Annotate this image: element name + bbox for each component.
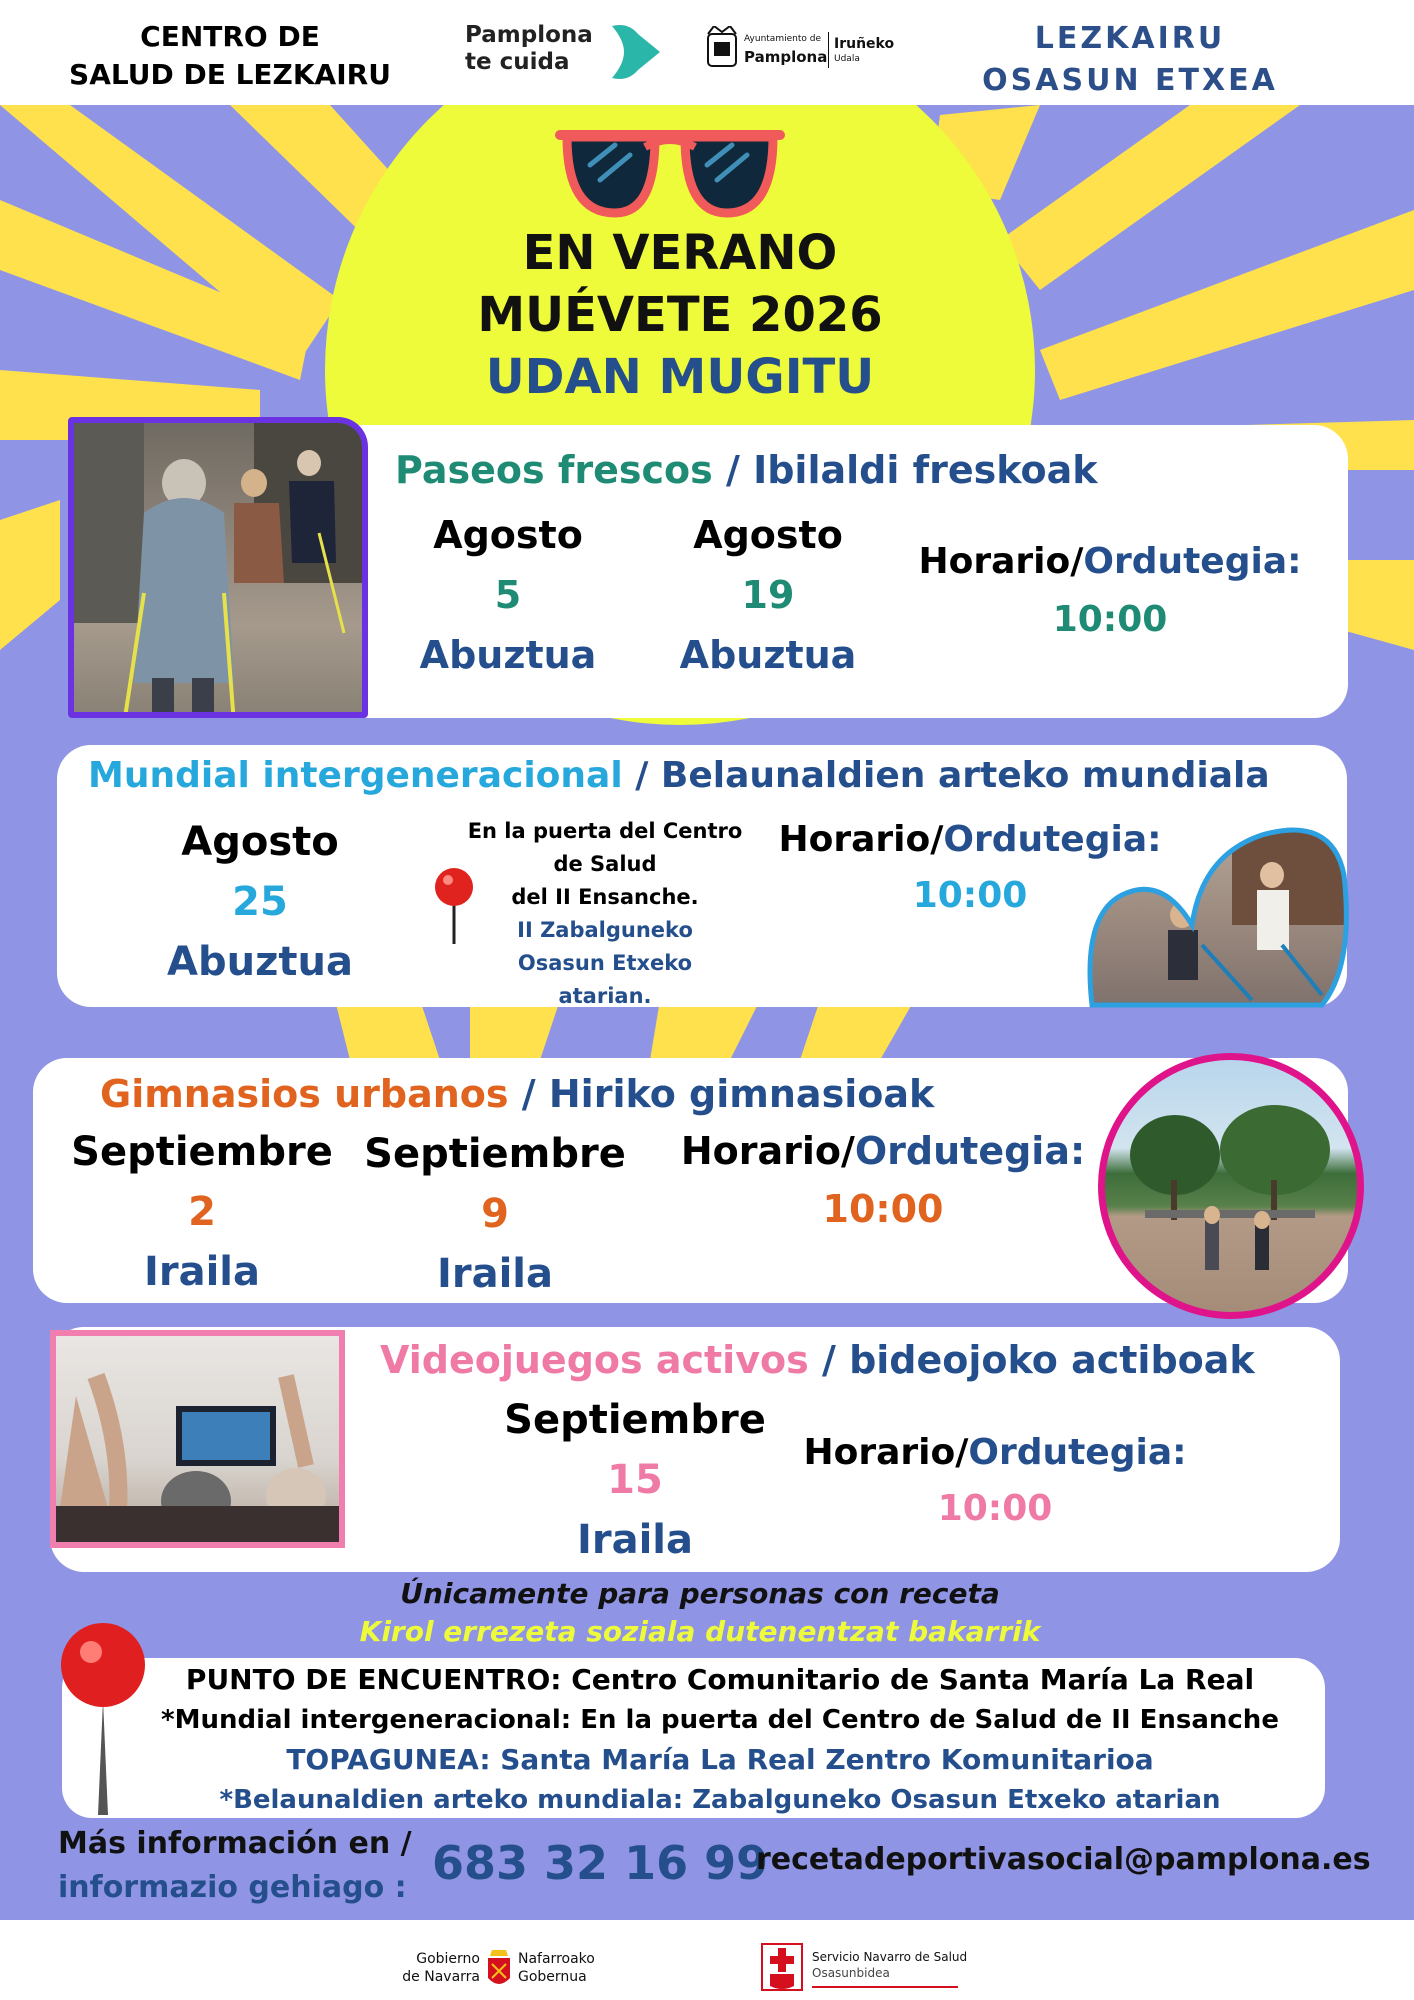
day-number: 25 xyxy=(232,879,288,925)
gobierno-navarra-logo xyxy=(388,1950,628,1995)
meeting-line1: PUNTO DE ENCUENTRO: Centro Comunitario de Santa María La Real xyxy=(185,1663,1255,1696)
time-value: 10:00 xyxy=(1052,599,1168,640)
mundial-place xyxy=(460,815,750,1013)
month-es: Septiembre xyxy=(71,1129,333,1175)
day-number: 2 xyxy=(188,1189,216,1235)
horario-es: Horario/ xyxy=(918,541,1084,582)
month-eu: Iraila xyxy=(576,1517,693,1563)
gob-eu-line2: Gobernua xyxy=(518,1969,587,1985)
centro-salud-title xyxy=(60,18,400,94)
hero-line-muevete: MUÉVETE 2026 xyxy=(477,287,883,343)
coat-of-arms-icon xyxy=(706,26,738,72)
horario-eu: Ordutegia: xyxy=(943,819,1162,860)
month-es: Agosto xyxy=(693,513,843,557)
videojuegos-title-es: Videojuegos activos xyxy=(380,1338,809,1382)
irun-small-text: Udala xyxy=(834,54,860,64)
videogame-illustration xyxy=(56,1336,339,1542)
phone-number[interactable]: 683 32 16 99 xyxy=(432,1836,769,1890)
title-slash: / xyxy=(622,755,661,796)
paseos-horario xyxy=(895,533,1325,649)
sns-cross-icon xyxy=(760,1942,804,1992)
paseos-date-2 xyxy=(658,505,878,685)
osasun-etxea-line: OSASUN ETXEA xyxy=(982,63,1278,98)
gimnasios-title-es: Gimnasios urbanos xyxy=(100,1072,509,1116)
pamplona-te-cuida-logo xyxy=(465,22,665,82)
centro-salud-line1: CENTRO DE xyxy=(140,20,320,53)
horario-es: Horario/ xyxy=(680,1129,855,1173)
horario-eu: Ordutegia: xyxy=(1083,541,1302,582)
gimnasios-date-2 xyxy=(355,1124,635,1304)
sns-underline xyxy=(812,1986,958,1988)
more-info-label xyxy=(58,1822,438,1910)
paseos-title xyxy=(395,448,1355,492)
hero-line-udan-mugitu: UDAN MUGITU xyxy=(485,349,875,405)
videojuegos-photo xyxy=(50,1330,345,1548)
more-info-es: Más información en / xyxy=(58,1826,412,1861)
month-eu: Abuztua xyxy=(679,633,857,677)
ayto-small-text: Ayuntamiento de xyxy=(744,34,821,44)
mundial-date xyxy=(150,812,370,992)
irun-name-text: Iruñeko xyxy=(834,36,895,52)
gimnasios-horario xyxy=(668,1122,1098,1238)
logo-te-cuida-text: te cuida xyxy=(465,49,570,75)
month-es: Agosto xyxy=(181,819,339,865)
month-eu: Abuztua xyxy=(419,633,597,677)
gob-eu-line1: Nafarroako xyxy=(518,1951,595,1967)
prescription-notice xyxy=(200,1575,1200,1651)
month-eu: Iraila xyxy=(436,1251,553,1297)
ayto-name-text: Pamplona xyxy=(744,48,828,66)
month-es: Agosto xyxy=(433,513,583,557)
horario-es: Horario/ xyxy=(803,1432,969,1473)
servicio-navarro-salud-logo xyxy=(760,1942,968,1992)
time-value: 10:00 xyxy=(822,1187,944,1231)
logo-divider xyxy=(828,32,829,68)
day-number: 15 xyxy=(607,1457,663,1503)
paseos-photo xyxy=(68,417,368,718)
time-value: 10:00 xyxy=(912,875,1028,916)
horario-eu: Ordutegia: xyxy=(968,1432,1187,1473)
sns-line2: Osasunbidea xyxy=(812,1966,890,1980)
month-es: Septiembre xyxy=(504,1397,766,1443)
header-bar xyxy=(0,0,1414,105)
day-number: 5 xyxy=(494,573,522,617)
sns-line1: Servicio Navarro de Salud xyxy=(812,1950,968,1964)
walkers-illustration xyxy=(74,423,368,718)
navarra-shield-icon xyxy=(486,1950,512,1990)
logo-pamplona-text: Pamplona xyxy=(465,22,593,48)
notice-eu: Kirol errezeta soziala dutenentzat bakarrik xyxy=(359,1615,1041,1648)
big-location-pin-icon xyxy=(58,1620,148,1820)
osasun-etxea-title xyxy=(960,18,1300,102)
gimnasios-photo xyxy=(1098,1053,1364,1319)
more-info-eu: informazio gehiago : xyxy=(58,1870,407,1905)
sunglasses-icon xyxy=(555,125,785,225)
paseos-date-1 xyxy=(398,505,618,685)
mundial-heart-photo xyxy=(1082,815,1354,1015)
ayuntamiento-logo xyxy=(706,26,906,76)
gob-es-line2: de Navarra xyxy=(402,1969,480,1985)
month-eu: Iraila xyxy=(143,1249,260,1295)
title-slash: / xyxy=(808,1338,850,1382)
mundial-title-es: Mundial intergeneracional xyxy=(88,755,623,796)
videojuegos-date xyxy=(480,1390,790,1570)
mundial-title xyxy=(88,755,1348,796)
place-es-line1: En la puerta del Centro xyxy=(467,819,743,843)
meeting-line4: *Belaunaldien arteko mundiala: Zabalguneko Osasun Etxeko atarian xyxy=(219,1785,1221,1815)
footer-bar xyxy=(0,1920,1414,2000)
hero-line-en-verano: EN VERANO xyxy=(522,225,838,281)
meeting-point-text xyxy=(150,1660,1290,1820)
heart-arrow-icon xyxy=(608,22,666,82)
notice-es: Únicamente para personas con receta xyxy=(400,1577,1000,1610)
videojuegos-title-eu: bideojoko actiboak xyxy=(849,1338,1255,1382)
paseos-title-eu: Ibilaldi freskoak xyxy=(753,448,1098,492)
meeting-line3: TOPAGUNEA: Santa María La Real Zentro Komunitarioa xyxy=(286,1743,1154,1776)
park-illustration xyxy=(1105,1060,1357,1312)
place-eu-line1: II Zabalguneko xyxy=(517,918,693,942)
month-es: Septiembre xyxy=(364,1131,626,1177)
email-address[interactable]: recetadeportivasocial@pamplona.es xyxy=(756,1842,1371,1877)
gob-es-line1: Gobierno xyxy=(416,1951,480,1967)
title-slash: / xyxy=(508,1072,549,1116)
lezkairu-line: LEZKAIRU xyxy=(1034,21,1226,56)
place-eu-line3: atarian. xyxy=(558,984,652,1008)
paseos-title-es: Paseos frescos xyxy=(395,448,713,492)
horario-eu: Ordutegia: xyxy=(854,1129,1086,1173)
videojuegos-horario xyxy=(780,1425,1210,1537)
day-number: 19 xyxy=(741,573,795,617)
meeting-line2: *Mundial intergeneracional: En la puerta del Centro de Salud de II Ensanche xyxy=(161,1705,1279,1735)
videojuegos-title xyxy=(380,1338,1350,1382)
place-es-line2: de Salud xyxy=(553,852,657,876)
place-es-line3: del II Ensanche. xyxy=(511,885,699,909)
horario-es: Horario/ xyxy=(778,819,944,860)
gimnasios-title-eu: Hiriko gimnasioak xyxy=(548,1072,935,1116)
title-slash: / xyxy=(712,448,754,492)
gimnasios-date-1 xyxy=(62,1122,342,1302)
gimnasios-title xyxy=(100,1072,1200,1116)
day-number: 9 xyxy=(481,1191,509,1237)
time-value: 10:00 xyxy=(937,1488,1053,1529)
hero-title xyxy=(380,222,980,408)
month-eu: Abuztua xyxy=(167,939,353,985)
place-eu-line2: Osasun Etxeko xyxy=(517,951,693,975)
mundial-title-eu: Belaunaldien arteko mundiala xyxy=(660,755,1270,796)
centro-salud-line2: SALUD DE LEZKAIRU xyxy=(69,58,391,91)
